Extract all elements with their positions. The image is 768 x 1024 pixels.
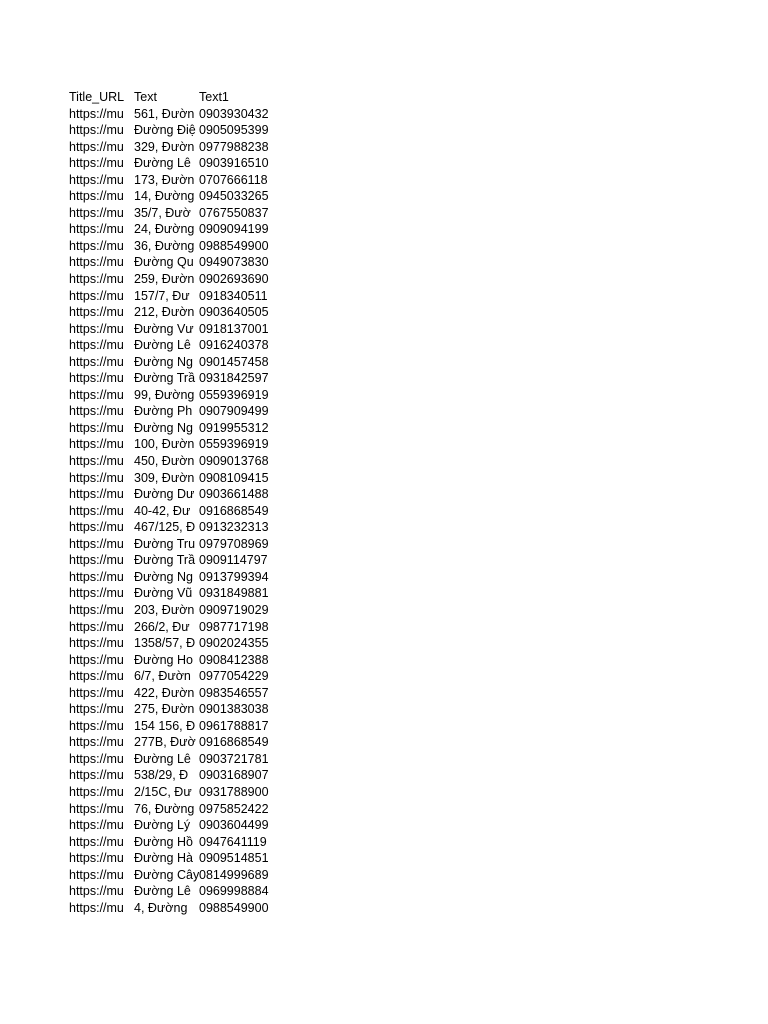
cell-text: 212, Đườn [134,305,195,320]
cell-text: Đường Hồ [134,834,193,849]
cell-phone: 0903661488 [199,487,269,502]
cell-phone: 0913799394 [199,569,269,584]
cell-url: https://mu [69,420,124,435]
cell-url: https://mu [69,321,124,336]
header-text: Text [134,90,157,104]
cell-phone: 0901457458 [199,354,269,369]
table-row [69,271,279,288]
cell-phone: 0908109415 [199,470,269,485]
table-row [69,503,279,520]
cell-url: https://mu [69,106,124,121]
cell-text: 275, Đườn [134,702,195,717]
table-row [69,536,279,553]
cell-text: 6/7, Đườn [134,669,191,684]
cell-url: https://mu [69,553,124,568]
cell-url: https://mu [69,669,124,684]
table-row [69,453,279,470]
cell-phone: 0903916510 [199,156,269,171]
cell-phone: 0987717198 [199,619,269,634]
cell-phone: 0903930432 [199,106,269,121]
cell-url: https://mu [69,702,124,717]
cell-phone: 0814999689 [199,867,269,882]
cell-text: 561, Đườn [134,106,195,121]
table-row [69,751,279,768]
cell-url: https://mu [69,470,124,485]
cell-url: https://mu [69,272,124,287]
cell-url: https://mu [69,851,124,866]
cell-phone: 0988549900 [199,238,269,253]
table-row [69,602,279,619]
cell-phone: 0901383038 [199,702,269,717]
table-row [69,205,279,222]
cell-phone: 0918340511 [199,288,268,303]
cell-url: https://mu [69,818,124,833]
cell-text: 36, Đường [134,238,195,253]
cell-text: 99, Đường [134,387,195,402]
cell-text: Đường Lê [134,156,191,171]
cell-phone: 0905095399 [199,123,269,138]
cell-text: 309, Đườn [134,470,195,485]
cell-text: Đường Lê [134,338,191,353]
cell-url: https://mu [69,718,124,733]
cell-url: https://mu [69,139,124,154]
cell-text: Đường Ph [134,404,193,419]
cell-phone: 0931842597 [199,371,269,386]
cell-url: https://mu [69,834,124,849]
cell-phone: 0903640505 [199,305,269,320]
cell-text: 14, Đường [134,189,195,204]
cell-phone: 0977054229 [199,669,269,684]
table-row [69,784,279,801]
cell-text: Đường Dư [134,487,195,502]
header-title-url: Title_URL [69,90,125,104]
table-row [69,817,279,834]
cell-text: 154 156, Đ [134,718,196,733]
cell-text: 40-42, Đư [134,503,191,518]
cell-url: https://mu [69,569,124,584]
table-row [69,172,279,189]
cell-text: 422, Đườn [134,685,195,700]
cell-text: 76, Đường [134,801,195,816]
cell-phone: 0902693690 [199,272,269,287]
cell-url: https://mu [69,404,124,419]
cell-phone: 0931788900 [199,784,269,799]
table-row [69,850,279,867]
cell-url: https://mu [69,636,124,651]
table-row [69,585,279,602]
cell-text: 450, Đườn [134,454,195,469]
cell-phone: 0983546557 [199,685,269,700]
table-row [69,767,279,784]
cell-phone: 0945033265 [199,189,269,204]
table-row [69,139,279,156]
cell-phone: 0969998884 [199,884,269,899]
cell-phone: 0947641119 [199,834,267,849]
table-row [69,685,279,702]
cell-url: https://mu [69,189,124,204]
cell-phone: 0916240378 [199,338,269,353]
table-row [69,403,279,420]
cell-text: 173, Đườn [134,172,195,187]
cell-phone: 0918137001 [199,321,269,336]
cell-url: https://mu [69,222,124,237]
spreadsheet-table [69,89,279,916]
cell-text: Đường Qu [134,255,194,270]
cell-text: 4, Đường [134,900,188,915]
table-row [69,834,279,851]
cell-url: https://mu [69,619,124,634]
cell-url: https://mu [69,602,124,617]
cell-text: 1358/57, Đ [134,636,196,651]
table-row [69,304,279,321]
cell-text: Đường Ng [134,420,193,435]
cell-text: Đường Lê [134,751,191,766]
table-row [69,801,279,818]
table-row [69,188,279,205]
cell-url: https://mu [69,586,124,601]
cell-url: https://mu [69,768,124,783]
table-row [69,734,279,751]
table-row [69,387,279,404]
cell-text: 538/29, Đ [134,768,189,783]
cell-phone: 0903168907 [199,768,269,783]
cell-url: https://mu [69,487,124,502]
table-row [69,519,279,536]
cell-url: https://mu [69,900,124,915]
cell-text: Đường Trầ [134,553,196,568]
table-row [69,883,279,900]
cell-text: Đường Cây [134,867,199,882]
cell-phone: 0909719029 [199,602,269,617]
cell-url: https://mu [69,454,124,469]
cell-phone: 0913232313 [199,520,269,535]
table-row [69,867,279,884]
cell-phone: 0909013768 [199,454,269,469]
cell-text: 259, Đườn [134,272,195,287]
cell-url: https://mu [69,255,124,270]
cell-text: Đường Lê [134,884,191,899]
table-row [69,122,279,139]
cell-phone: 0907909499 [199,404,269,419]
cell-url: https://mu [69,867,124,882]
cell-url: https://mu [69,338,124,353]
table-row [69,718,279,735]
cell-phone: 0961788817 [199,718,269,733]
cell-phone: 0919955312 [199,420,269,435]
table-row [69,420,279,437]
cell-phone: 0909094199 [199,222,269,237]
table-row [69,254,279,271]
cell-text: Đường Lý [134,818,191,833]
table-row [69,221,279,238]
cell-url: https://mu [69,156,124,171]
table-row [69,619,279,636]
cell-phone: 0707666118 [199,172,268,187]
table-row [69,370,279,387]
cell-text: Đường Tru [134,536,196,551]
table-row [69,470,279,487]
cell-phone: 0931849881 [199,586,269,601]
cell-phone: 0903721781 [199,751,269,766]
cell-url: https://mu [69,354,124,369]
header-row [69,89,279,106]
cell-phone: 0988549900 [199,900,269,915]
cell-text: Đường Ng [134,569,193,584]
table-row [69,635,279,652]
cell-url: https://mu [69,536,124,551]
cell-text: Đường Hà [134,851,193,866]
table-row [69,436,279,453]
cell-text: 24, Đường [134,222,195,237]
cell-phone: 0909114797 [199,553,268,568]
cell-text: Đường Ng [134,354,193,369]
cell-phone: 0902024355 [199,636,269,651]
table-row [69,155,279,172]
cell-phone: 0559396919 [199,387,269,402]
table-row [69,321,279,338]
cell-text: 203, Đườn [134,602,195,617]
cell-text: 329, Đườn [134,139,195,154]
table-row [69,668,279,685]
cell-phone: 0559396919 [199,437,269,452]
cell-phone: 0975852422 [199,801,269,816]
cell-phone: 0916868549 [199,735,269,750]
cell-text: 35/7, Đườ [134,205,191,220]
table-row [69,701,279,718]
cell-text: Đường Điệ [134,123,196,138]
cell-url: https://mu [69,801,124,816]
cell-url: https://mu [69,652,124,667]
cell-text: Đường Ho [134,652,193,667]
cell-phone: 0977988238 [199,139,269,154]
cell-url: https://mu [69,371,124,386]
cell-url: https://mu [69,437,124,452]
cell-url: https://mu [69,685,124,700]
cell-url: https://mu [69,123,124,138]
cell-url: https://mu [69,784,124,799]
cell-phone: 0916868549 [199,503,269,518]
table-row [69,337,279,354]
cell-phone: 0903604499 [199,818,269,833]
cell-text: 2/15C, Đư [134,784,192,799]
cell-url: https://mu [69,503,124,518]
table-row [69,900,279,917]
table-row [69,288,279,305]
table-row [69,238,279,255]
cell-url: https://mu [69,520,124,535]
table-row [69,354,279,371]
table-body [69,106,279,917]
cell-url: https://mu [69,288,124,303]
cell-text: 277B, Đườ [134,735,196,750]
table-row [69,552,279,569]
cell-url: https://mu [69,884,124,899]
cell-text: Đường Vư [134,321,194,336]
cell-url: https://mu [69,305,124,320]
cell-phone: 0949073830 [199,255,269,270]
cell-url: https://mu [69,238,124,253]
cell-url: https://mu [69,751,124,766]
header-text1: Text1 [199,90,229,104]
table-row [69,569,279,586]
cell-phone: 0767550837 [199,205,269,220]
cell-text: 100, Đườn [134,437,195,452]
table-row [69,106,279,123]
cell-phone: 0908412388 [199,652,269,667]
cell-url: https://mu [69,172,124,187]
cell-text: Đường Vũ [134,586,193,601]
table-row [69,486,279,503]
cell-url: https://mu [69,387,124,402]
cell-phone: 0979708969 [199,536,269,551]
cell-text: 157/7, Đư [134,288,190,303]
cell-text: 467/125, Đ [134,520,196,535]
cell-url: https://mu [69,735,124,750]
cell-url: https://mu [69,205,124,220]
cell-phone: 0909514851 [199,851,269,866]
cell-text: Đường Trầ [134,371,196,386]
table-row [69,652,279,669]
cell-text: 266/2, Đư [134,619,190,634]
